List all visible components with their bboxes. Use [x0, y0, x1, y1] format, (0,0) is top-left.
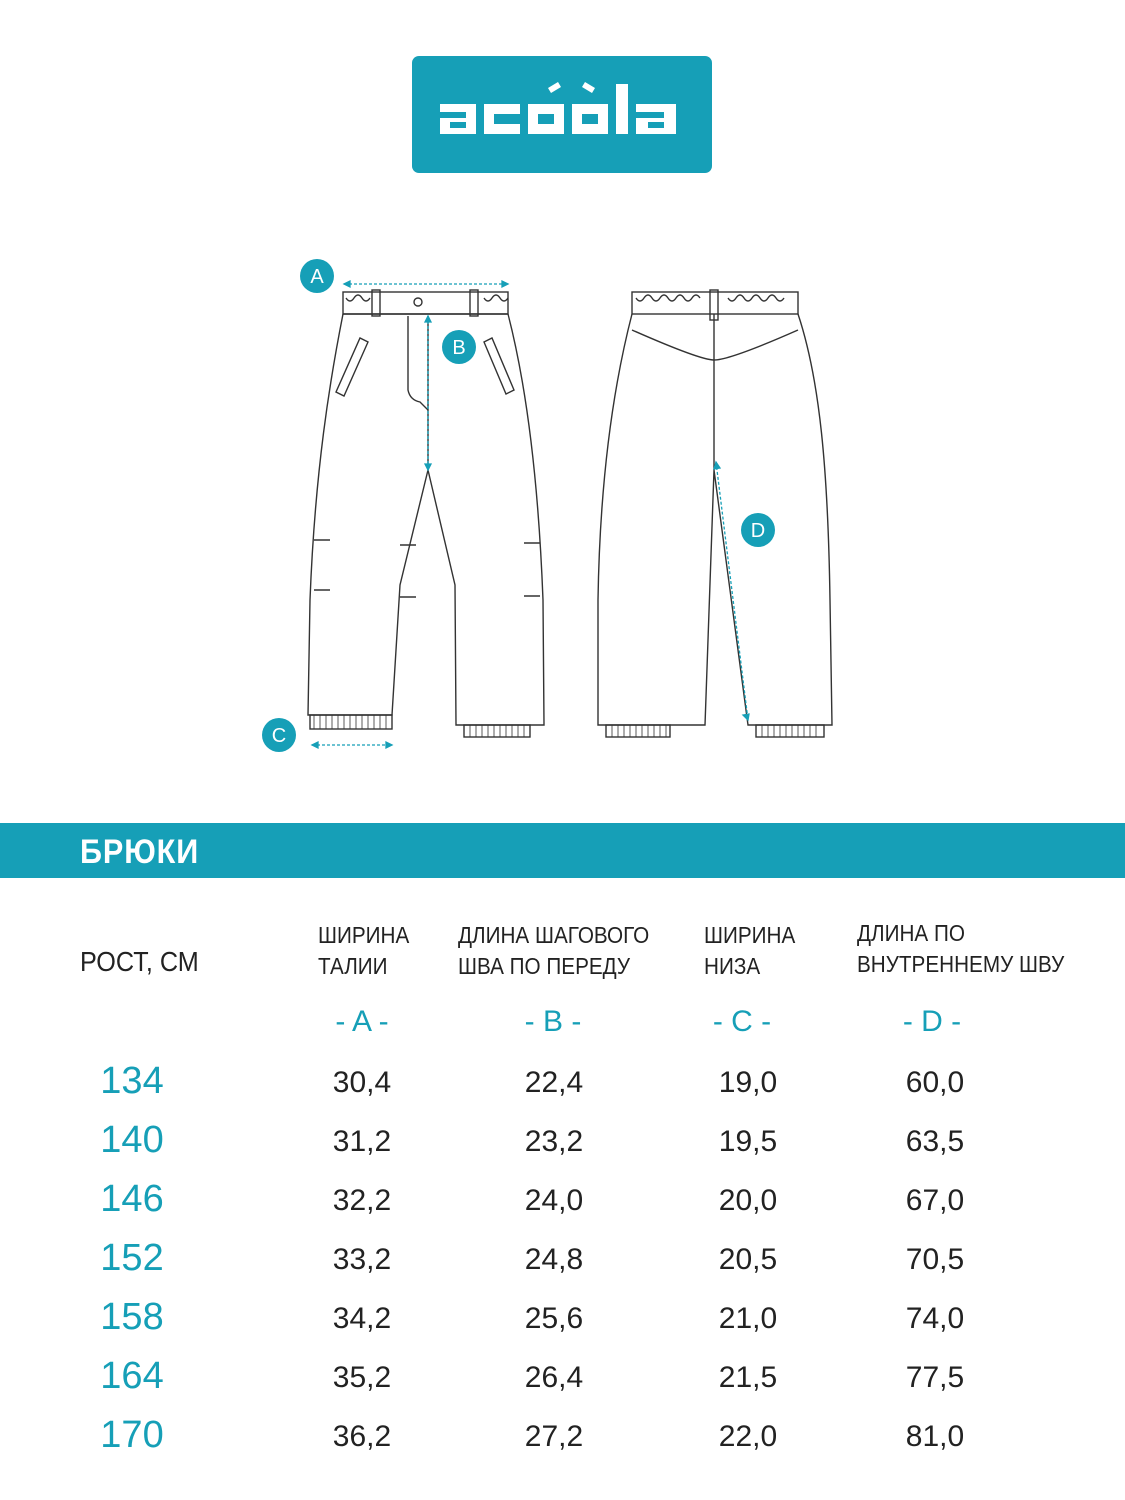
value-cell-d: 63,5: [905, 1125, 965, 1158]
front-view-drawing: [308, 290, 544, 737]
acoola-logo-icon: [412, 56, 712, 173]
value-cell-d: 70,5: [905, 1243, 965, 1276]
section-band: [0, 823, 1125, 878]
svg-text:A: A: [310, 266, 324, 288]
svg-text:D: D: [750, 520, 766, 542]
pants-technical-sketch: [0, 240, 1125, 780]
value-cell-a: 30,4: [332, 1066, 392, 1099]
value-cell-b: 24,0: [524, 1184, 584, 1217]
height-cell: 170: [100, 1414, 164, 1456]
callout-a: [300, 259, 334, 293]
svg-text:C: C: [271, 725, 287, 747]
column-header-a: ШИРИНА ТАЛИИ: [318, 922, 410, 979]
column-letter-b: - B -: [524, 1005, 582, 1038]
callout-b: [442, 330, 476, 364]
column-header-b: ДЛИНА ШАГОВОГО ШВА ПО ПЕРЕДУ: [458, 922, 650, 979]
height-cell: 146: [100, 1178, 164, 1220]
value-cell-c: 20,0: [718, 1184, 778, 1217]
value-cell-a: 32,2: [332, 1184, 392, 1217]
value-cell-c: 20,5: [718, 1243, 778, 1276]
height-cell: 140: [100, 1119, 164, 1161]
value-cell-a: 34,2: [332, 1302, 392, 1335]
value-cell-a: 31,2: [332, 1125, 392, 1158]
value-cell-b: 26,4: [524, 1361, 584, 1394]
value-cell-c: 22,0: [718, 1420, 778, 1453]
value-cell-c: 19,5: [718, 1125, 778, 1158]
column-letter-a: - A -: [335, 1005, 389, 1038]
height-cell: 164: [100, 1355, 164, 1397]
section-title: БРЮКИ: [80, 833, 200, 871]
value-cell-c: 21,5: [718, 1361, 778, 1394]
back-view-drawing: [598, 290, 832, 737]
height-header: РОСТ, СМ: [80, 946, 199, 977]
value-cell-d: 77,5: [905, 1361, 965, 1394]
column-letter-c: - C -: [712, 1005, 772, 1038]
svg-text:B: B: [452, 337, 466, 359]
value-cell-c: 21,0: [718, 1302, 778, 1335]
callout-c: [262, 718, 296, 752]
column-header-c: ШИРИНА НИЗА: [704, 922, 796, 979]
measure-line-d: [716, 462, 748, 720]
value-cell-a: 33,2: [332, 1243, 392, 1276]
value-cell-d: 81,0: [905, 1420, 965, 1453]
callout-d: [741, 513, 775, 547]
value-cell-b: 24,8: [524, 1243, 584, 1276]
height-cell: 152: [100, 1237, 164, 1279]
height-cell: 158: [100, 1296, 164, 1338]
value-cell-b: 25,6: [524, 1302, 584, 1335]
value-cell-d: 67,0: [905, 1184, 965, 1217]
value-cell-a: 35,2: [332, 1361, 392, 1394]
value-cell-c: 19,0: [718, 1066, 778, 1099]
value-cell-d: 74,0: [905, 1302, 965, 1335]
height-cell: 134: [100, 1060, 164, 1102]
column-letter-d: - D -: [902, 1005, 962, 1038]
brand-logo: [412, 56, 712, 173]
value-cell-b: 23,2: [524, 1125, 584, 1158]
value-cell-b: 27,2: [524, 1420, 584, 1453]
value-cell-b: 22,4: [524, 1066, 584, 1099]
value-cell-d: 60,0: [905, 1066, 965, 1099]
value-cell-a: 36,2: [332, 1420, 392, 1453]
column-header-d: ДЛИНА ПО ВНУТРЕННЕМУ ШВУ: [857, 920, 1065, 977]
